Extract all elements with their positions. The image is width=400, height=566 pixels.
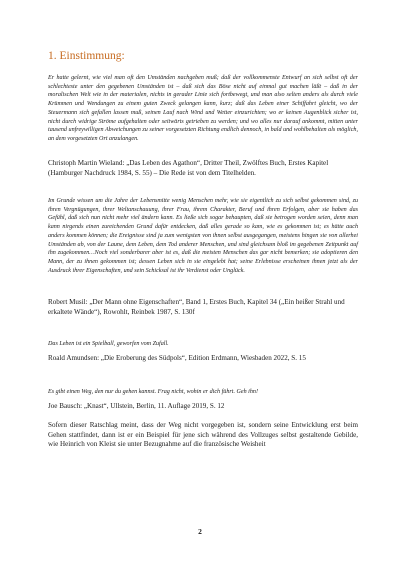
quote-source-amundsen: Roald Amundsen: „Die Eroberung des Südpols“, Edition Erdmann, Wiesbaden 2022, S. 15 (48, 354, 306, 362)
quote-musil: Im Grunde wissen um die Jahre der Lebensmitte wenig Menschen mehr, wie sie eigentlich zu sich selbst gekommen sind, zu ihren Vergnügungen, ihrer Weltanschauung, ihrer Frau, ihrem Charakter, Beruf und ihren Erfolgen, aber sie haben das Gefühl, daß sich nun nicht mehr viel ändern kann. Es ließe sich sogar behaupten, daß sie betrogen worden seien, denn man kann nirgends einen zureichenden Grund dafür entdecken, daß alles gerade so kam, wie es gekommen ist; es hätte auch anders kommen können; die Ereignisse sind ja zum wenigsten von ihnen selbst ausgegangen, meistens hingen sie von allerhei Umständen ab, von der Laune, dem Leben, dem Tod anderer Menschen, und sind gleichsam bloß im gegebenen Zeitpunkt auf ihn zugekommen…Noch viel sonderbarer aber ist es, daß die meisten Menschen das gar nicht bemerken; sie adoptieren den Mann, der zu ihnen gekommen ist; dessen Leben sich in sie eingelebt hat; seine Erlebnisse erscheinen ihnen jetzt als der Ausdruck ihrer Eigenschaften, und sein Schicksal ist ihr Verdienst oder Unglück. (48, 198, 358, 274)
section-heading: 1. Einstimmung: (48, 50, 125, 62)
body-paragraph: Sofern dieser Ratschlag meint, dass der Weg nicht vorgegeben ist, sondern seine Entwicklung erst beim Gehen stattfindet, dann ist er ein Beispiel für jene sich während des Vollzuges selbst gestaltende Gebilde, wie Heinrich von Kleist sie unter Bezugnahme auf die französische Weisheit (48, 421, 358, 449)
quote-wieland: Er hatte gelernt, wie viel man oft den Umständen nachgeben muß; daß der vollkommenste Entwurf an sich selbst oft der schlechteste unter den gegebenen Umständen ist – daß sich das Böse nicht auf einmal gut machen läßt – daß in der moralischen Welt wie in der materialen, nichts in gerader Linie sich fortbewegt, und man also selten anders als durch viele Krümmen und Wendungen zu einem guten Zweck gelangen kann, kurz; daß das Leben einer Schiffahrt gleicht, wo der Steuermann sich gefallen lassen muß, seinen Lauf nach Wind und Wetter einzurichten; wo er keinen Augenblick sicher ist, nicht durch widrige Ströme aufgehalten oder seitwärts getrieben zu werden; und wo alles nur darauf ankommt, mitten unter tausend unfreywilligen Abweichungen zu seiner vorgesetzten Richtung endlich dennoch, in bald und wohlbehalten als möglich, an dem vorgesetzten Ort anzulangen. (48, 75, 358, 142)
quote-bausch: Es gibt einen Weg, den nur du gehen kannst. Frag nicht, wohin er dich führt. Geh ihn! (48, 389, 258, 395)
quote-amundsen: Das Leben ist ein Spielball, geworfen vom Zufall. (48, 341, 169, 347)
page-number: 2 (198, 527, 202, 536)
quote-source-bausch: Joe Bausch: „Knast“, Ullstein, Berlin, 11. Auflage 2019, S. 12 (48, 402, 225, 410)
quote-source-musil: Robert Musil: „Der Mann ohne Eigenschaften“, Band 1, Erstes Buch, Kapitel 34 („Ein heißer Strahl und erkaltete Wände“), Rowohlt, Reinbek 1987, S. 130f (48, 298, 345, 316)
quote-source-wieland: Christoph Martin Wieland: „Das Leben des Agathon“, Dritter Theil, Zwölftes Buch, Erstes Kapitel (Hamburger Nachdruck 1984, S. 55) – Die Rede ist von dem Titelhelden. (48, 159, 329, 177)
